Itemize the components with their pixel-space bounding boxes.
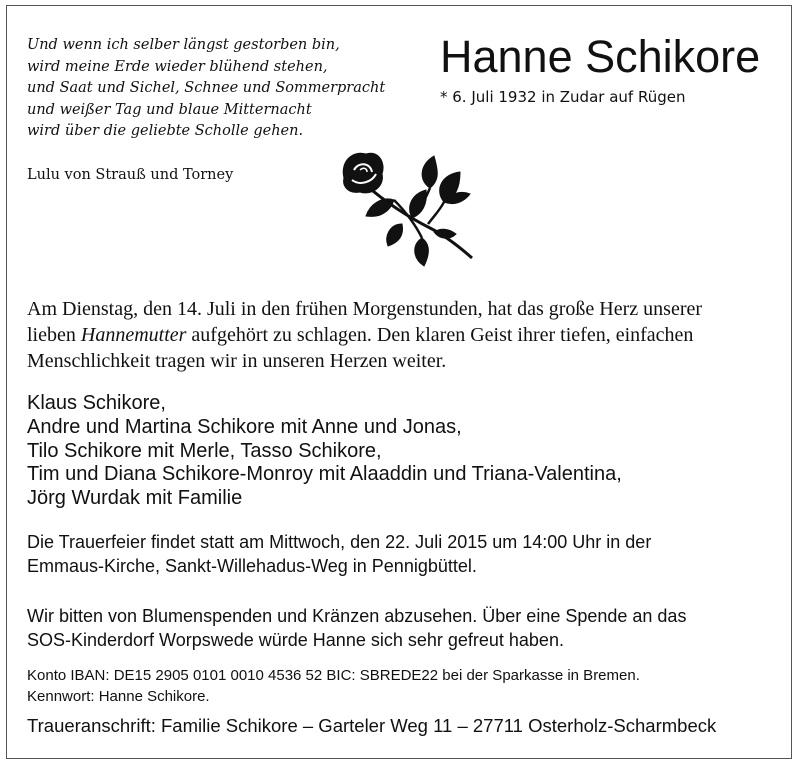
mourner-line: Klaus Schikore, <box>27 392 166 414</box>
poem <box>27 35 427 143</box>
mourner-line: Andre und Martina Schikore mit Anne und Jonas, <box>27 415 462 438</box>
poem-line: wird meine Erde wieder blühend stehen, <box>27 58 328 75</box>
mourner-line: Jörg Wurdak mit Familie <box>27 487 243 510</box>
poem-line: wird über die geliebte Scholle gehen. <box>27 123 304 139</box>
donation-info <box>27 604 686 652</box>
death-line <box>27 322 787 348</box>
donation-line: SOS-Kinderdorf Worpswede würde Hanne sich sehr gefreut haben. <box>27 630 564 650</box>
rose-icon <box>330 140 480 268</box>
poem-author: Lulu von Strauß und Torney <box>27 167 234 183</box>
death-announcement <box>27 296 787 374</box>
bank-line: Kennwort: Hanne Schikore. <box>27 688 210 705</box>
death-line-part: lieben <box>27 324 81 346</box>
bank-details <box>27 665 640 707</box>
nickname-emphasis: Hannemutter <box>80 324 187 346</box>
poem-line: und weißer Tag und blaue Mitternacht <box>27 101 312 118</box>
poem-line: und Saat und Sichel, Schnee und Sommerpracht <box>27 80 386 96</box>
birth-date: * 6. Juli 1932 in Zudar auf Rügen <box>440 88 686 106</box>
funeral-line: Emmaus-Kirche, Sankt-Willehadus-Weg in Pennigbüttel. <box>27 556 477 576</box>
death-line: Menschlichkeit tragen wir in unseren Herzen weiter. <box>27 350 447 372</box>
funeral-line: Die Trauerfeier findet statt am Mittwoch, den 22. Juli 2015 um 14:00 Uhr in der <box>27 532 652 552</box>
death-line-part: aufgehört zu schlagen. Den klaren Geist ihrer tiefen, einfachen <box>186 324 694 346</box>
funeral-info <box>27 530 651 578</box>
poem-line: Und wenn ich selber längst gestorben bin, <box>27 37 340 53</box>
mourner-line: Tilo Schikore mit Merle, Tasso Schikore, <box>27 439 382 462</box>
mourners-list <box>27 392 622 511</box>
mourning-address: Traueranschrift: Familie Schikore – Garteler Weg 11 – 27711 Osterholz-Scharmbeck <box>27 715 717 736</box>
donation-line: Wir bitten von Blumenspenden und Kränzen abzusehen. Über eine Spende an das <box>27 606 687 626</box>
mourner-line: Tim und Diana Schikore-Monroy mit Alaaddin und Triana-Valentina, <box>27 463 622 486</box>
death-line: Am Dienstag, den 14. Juli in den frühen Morgenstunden, hat das große Herz unserer <box>27 298 703 320</box>
deceased-name: Hanne Schikore <box>440 31 761 82</box>
bank-line: Konto IBAN: DE15 2905 0101 0010 4536 52 BIC: SBREDE22 bei der Sparkasse in Bremen. <box>27 667 640 684</box>
